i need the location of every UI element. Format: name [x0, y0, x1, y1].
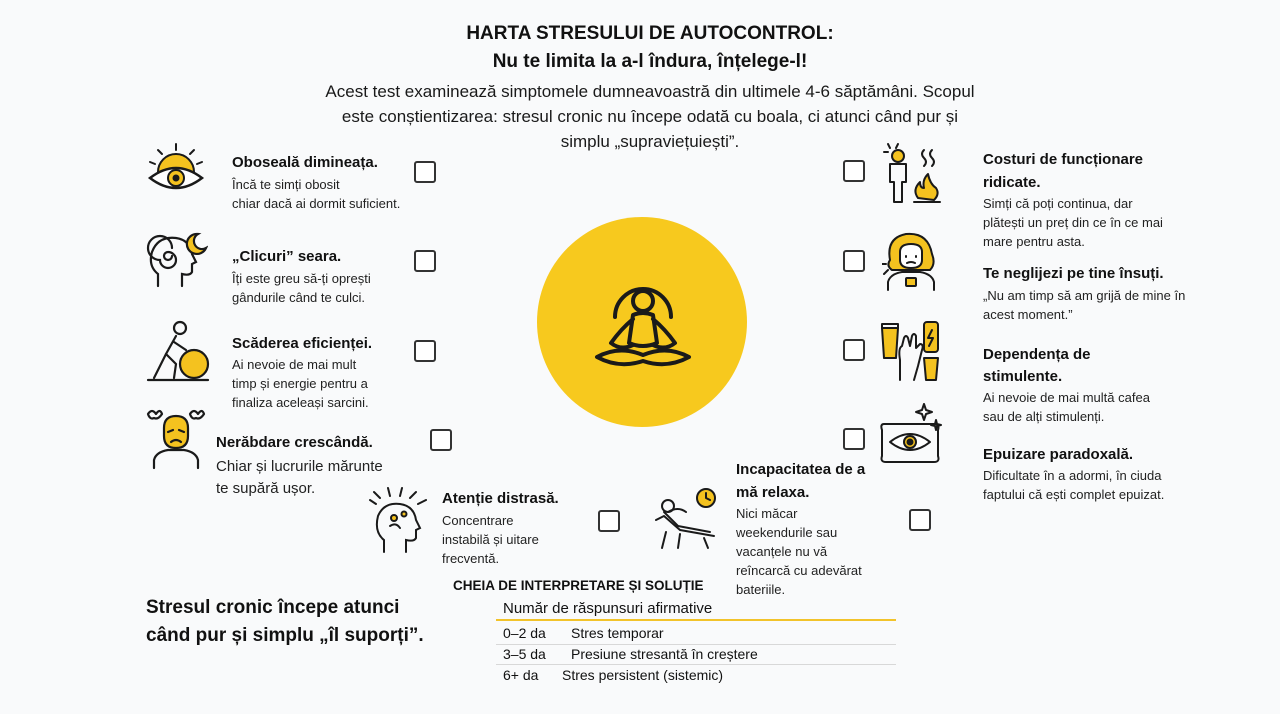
item-desc-line: chiar dacă ai dormit suficient. [232, 196, 401, 211]
item-desc-line: timp și energie pentru a [232, 376, 368, 391]
checkbox-oboseala[interactable] [414, 161, 436, 183]
item-title-dependenta-2: stimulente. [983, 368, 1063, 385]
item-desc-line: Dificultate în a adormi, în ciuda [983, 468, 1162, 483]
item-title-scaderea: Scăderea eficienței. [232, 335, 373, 352]
key-header: Număr de răspunsuri afirmative [503, 600, 713, 617]
item-desc-line: frecventă. [442, 551, 500, 566]
item-title-oboseala: Oboseală dimineața. [232, 154, 378, 171]
checkbox-nerabdare[interactable] [430, 429, 452, 451]
item-title-epuizare: Epuizare paradoxală. [983, 446, 1134, 463]
item-desc-line: mare pentru asta. [983, 234, 1085, 249]
checkbox-epuizare[interactable] [843, 428, 865, 450]
key-row-label: Stres temporar [571, 625, 664, 641]
checkbox-incapacitatea[interactable] [909, 509, 931, 531]
bottom-quote-line-1: Stresul cronic începe atunci [146, 597, 400, 618]
item-title-incapacitatea-2: mă relaxa. [736, 484, 810, 501]
item-title-dependenta: Dependența de [983, 346, 1091, 363]
item-desc-line: acest moment.” [983, 307, 1073, 322]
key-row-range: 3–5 da [503, 646, 546, 662]
meditation-icon [587, 265, 699, 380]
item-title-atentie: Atenție distrasă. [442, 490, 559, 507]
item-title-incapacitatea: Incapacitatea de a [736, 461, 866, 478]
key-row-divider [496, 644, 896, 645]
item-desc-line: „Nu am timp să am grijă de mine în [983, 288, 1186, 303]
key-row-divider [496, 664, 896, 665]
sunbed-clock-icon [654, 486, 718, 550]
key-row-label: Stres persistent (sistemic) [562, 667, 724, 683]
intro-line-3: simplu „supraviețuiești”. [560, 132, 740, 151]
page-subtitle: Nu te limita la a-l îndura, înțelege-l! [492, 51, 808, 72]
distracted-head-icon [366, 486, 430, 554]
key-divider [496, 619, 896, 621]
item-title-neglijezi: Te neglijezi pe tine însuți. [983, 265, 1164, 282]
checkbox-atentie[interactable] [598, 510, 620, 532]
item-desc-line: faptului că ești complet epuizat. [983, 487, 1165, 502]
item-desc-line: reîncarcă cu adevărat [736, 563, 862, 578]
person-pushing-ball-icon [146, 320, 210, 382]
item-desc-line: Simți că poți continua, dar [983, 196, 1133, 211]
item-title-clicuri: „Clicuri” seara. [232, 248, 342, 265]
key-row-range: 6+ da [503, 667, 539, 683]
coffee-energy-drink-icon [880, 318, 942, 382]
item-desc-line: Îți este greu să-ți oprești [232, 271, 371, 286]
head-spiral-moon-icon [146, 230, 208, 290]
key-row-range: 0–2 da [503, 625, 546, 641]
intro-line-2: este conștientizarea: stresul cronic nu începe odată cu boala, ci atunci când pur și [341, 107, 959, 126]
item-title-costuri: Costuri de funcționare [983, 151, 1144, 168]
intro-line-1: Acest test examinează simptomele dumneavoastră din ultimele 4-6 săptămâni. Scopul [325, 82, 975, 101]
item-desc-line: te supără ușor. [216, 480, 316, 497]
item-desc-line: bateriile. [736, 582, 786, 597]
item-desc-line: weekendurile sau [736, 525, 838, 540]
item-title-costuri-2: ridicate. [983, 174, 1041, 191]
key-title: CHEIA DE INTERPRETARE ȘI SOLUȚIE [453, 578, 704, 593]
key-row [503, 646, 758, 662]
item-desc-line: Ai nevoie de mai multă cafea [983, 390, 1150, 405]
item-desc-line: Încă te simți obosit [232, 177, 340, 192]
key-row [503, 625, 664, 641]
frustrated-person-icon [146, 406, 206, 470]
item-desc-line: gândurile când te culci. [232, 290, 365, 305]
item-desc-line: Concentrare [442, 513, 514, 528]
checkbox-clicuri[interactable] [414, 250, 436, 272]
sun-eye-icon [146, 142, 206, 198]
bottom-quote-line-2: când pur și simplu „îl suporți”. [146, 625, 424, 646]
item-desc-line: sau de alți stimulenți. [983, 409, 1105, 424]
item-desc-line: Chiar și lucrurile mărunte [216, 458, 383, 475]
item-desc-line: Ai nevoie de mai mult [232, 357, 357, 372]
checkbox-neglijezi[interactable] [843, 250, 865, 272]
item-title-nerabdare: Nerăbdare crescândă. [216, 434, 373, 451]
checkbox-costuri[interactable] [843, 160, 865, 182]
key-row-label: Presiune stresantă în creștere [571, 646, 758, 662]
item-desc-line: plătești un preț din ce în ce mai [983, 215, 1163, 230]
burnout-person-fire-icon [880, 142, 944, 206]
checkbox-dependenta[interactable] [843, 339, 865, 361]
item-desc-line: Nici măcar [736, 506, 798, 521]
eye-pillow-icon [878, 402, 944, 466]
checkbox-scaderea[interactable] [414, 340, 436, 362]
item-desc-line: instabilă și uitare [442, 532, 539, 547]
key-row [503, 667, 723, 683]
item-desc-line: finaliza aceleași sarcini. [232, 395, 369, 410]
disheveled-woman-icon [882, 230, 940, 292]
page-title: HARTA STRESULUI DE AUTOCONTROL: [466, 23, 834, 44]
item-desc-line: vacanțele nu vă [736, 544, 828, 559]
